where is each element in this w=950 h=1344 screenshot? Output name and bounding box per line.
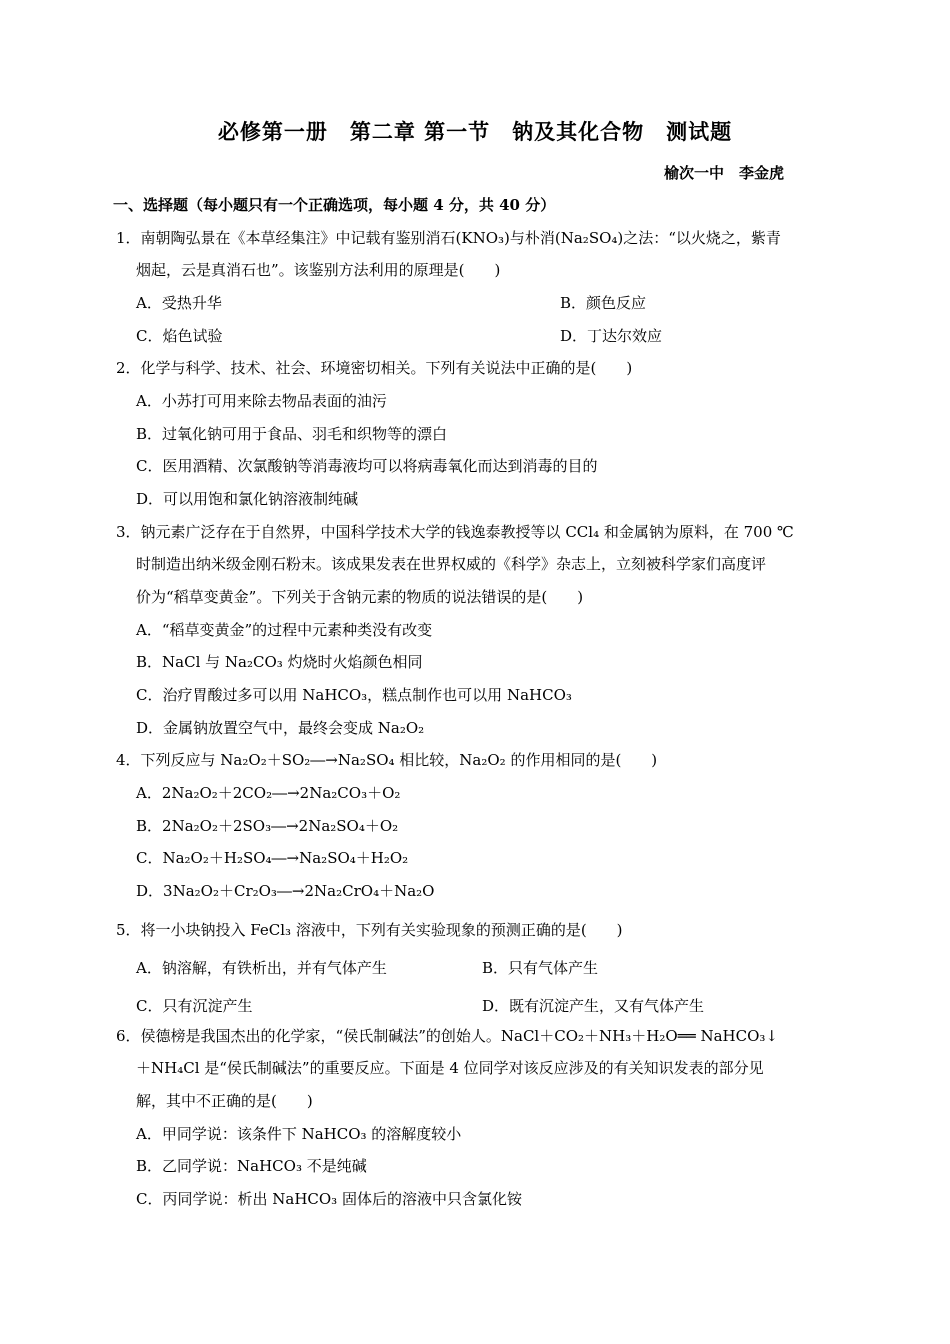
q1-stem-line2: 烟起，云是真消石也”。该鉴别方法利用的原理是( ) bbox=[136, 261, 501, 279]
q6-stem-line2: ＋NH₄Cl 是“侯氏制碱法”的重要反应。下面是 4 位同学对该反应涉及的有关知识发表的部分见 bbox=[136, 1059, 764, 1077]
q1-option-c: C．焰色试验 bbox=[136, 327, 223, 345]
q5-option-a: A．钠溶解，有铁析出，并有气体产生 bbox=[136, 959, 387, 977]
q3-option-c: C．治疗胃酸过多可以用 NaHCO₃，糕点制作也可以用 NaHCO₃ bbox=[136, 686, 572, 704]
q6-stem-line1: 6．侯德榜是我国杰出的化学家，“侯氏制碱法”的创始人。NaCl＋CO₂＋NH₃＋H₂O══ NaHCO₃↓ bbox=[116, 1027, 778, 1045]
q3-option-d: D．金属钠放置空气中，最终会变成 Na₂O₂ bbox=[136, 719, 425, 737]
q4-option-a: A．2Na₂O₂＋2CO₂―→2Na₂CO₃＋O₂ bbox=[136, 784, 401, 802]
q3-stem-line1: 3．钠元素广泛存在于自然界，中国科学技术大学的钱逸泰教授等以 CCl₄ 和金属钠为原料，在 700 ℃ bbox=[116, 523, 794, 541]
q2-option-c: C．医用酒精、次氯酸钠等消毒液均可以将病毒氧化而达到消毒的目的 bbox=[136, 457, 598, 475]
q5-option-c: C．只有沉淀产生 bbox=[136, 997, 253, 1015]
q2-option-a: A．小苏打可用来除去物品表面的油污 bbox=[136, 392, 387, 410]
q2-option-d: D．可以用饱和氯化钠溶液制纯碱 bbox=[136, 490, 359, 508]
q6-option-b: B．乙同学说：NaHCO₃ 不是纯碱 bbox=[136, 1157, 367, 1175]
author-line: 榆次一中 李金虎 bbox=[664, 164, 785, 182]
q3-stem-line2: 时制造出纳米级金刚石粉末。该成果发表在世界权威的《科学》杂志上，立刻被科学家们高度评 bbox=[136, 555, 767, 573]
q2-option-b: B．过氧化钠可用于食品、羽毛和织物等的漂白 bbox=[136, 425, 448, 443]
q4-option-d: D．3Na₂O₂＋Cr₂O₃―→2Na₂CrO₄＋Na₂O bbox=[136, 882, 435, 900]
q5-stem-line1: 5．将一小块钠投入 FeCl₃ 溶液中，下列有关实验现象的预测正确的是( ) bbox=[116, 921, 623, 939]
q1-option-b: B．颜色反应 bbox=[560, 294, 647, 312]
q1-option-a: A．受热升华 bbox=[136, 294, 222, 312]
q4-option-b: B．2Na₂O₂＋2SO₃―→2Na₂SO₄＋O₂ bbox=[136, 817, 399, 835]
q6-option-c: C．丙同学说：析出 NaHCO₃ 固体后的溶液中只含氯化铵 bbox=[136, 1190, 522, 1208]
q3-option-a: A．“稻草变黄金”的过程中元素种类没有改变 bbox=[136, 621, 433, 639]
q5-option-d: D．既有沉淀产生，又有气体产生 bbox=[482, 997, 705, 1015]
q5-option-b: B．只有气体产生 bbox=[482, 959, 599, 977]
q4-option-c: C．Na₂O₂＋H₂SO₄―→Na₂SO₄＋H₂O₂ bbox=[136, 849, 409, 867]
q3-stem-line3: 价为“稻草变黄金”。下列关于含钠元素的物质的说法错误的是( ) bbox=[136, 588, 584, 606]
section-heading: 一、选择题（每小题只有一个正确选项，每小题 4 分，共 40 分） bbox=[113, 196, 556, 214]
q2-stem-line1: 2．化学与科学、技术、社会、环境密切相关。下列有关说法中正确的是( ) bbox=[116, 359, 633, 377]
q3-option-b: B．NaCl 与 Na₂CO₃ 灼烧时火焰颜色相同 bbox=[136, 653, 423, 671]
q4-stem-line1: 4．下列反应与 Na₂O₂＋SO₂―→Na₂SO₄ 相比较，Na₂O₂ 的作用相同的是( ) bbox=[116, 751, 658, 769]
q6-stem-line3: 解，其中不正确的是( ) bbox=[136, 1092, 313, 1110]
q6-option-a: A．甲同学说：该条件下 NaHCO₃ 的溶解度较小 bbox=[136, 1125, 462, 1143]
page-title: 必修第一册 第二章 第一节 钠及其化合物 测试题 bbox=[217, 119, 733, 144]
q1-stem-line1: 1．南朝陶弘景在《本草经集注》中记载有鉴别消石(KNO₃)与朴消(Na₂SO₄)之法：“以火烧之，紫青 bbox=[116, 229, 781, 247]
q1-option-d: D．丁达尔效应 bbox=[560, 327, 663, 345]
